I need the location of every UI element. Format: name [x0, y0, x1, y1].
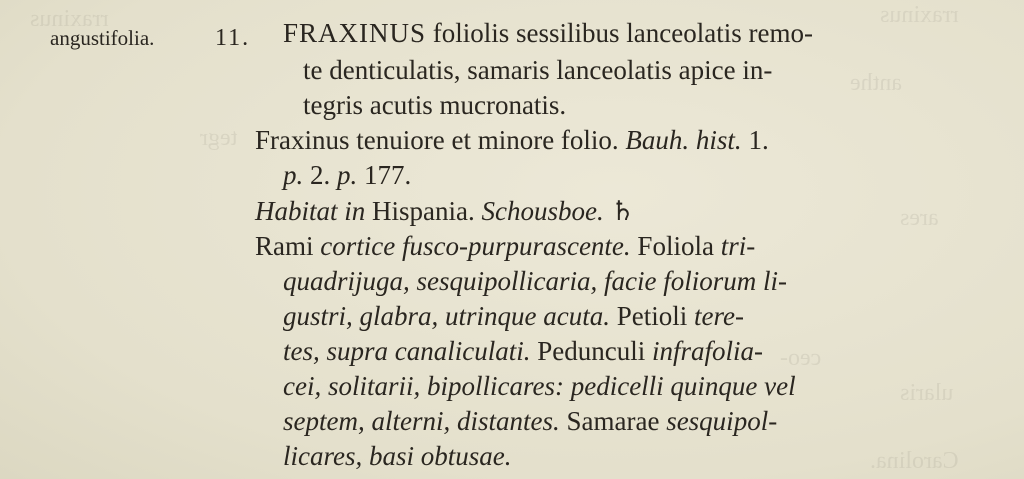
text-segment: cortice fusco-purpurascente.: [320, 231, 631, 261]
text-segment: septem, alterni, distantes.: [283, 406, 560, 436]
text-line-2: [303, 57, 772, 84]
text-segment: Foliola: [630, 231, 721, 261]
text-segment: p.: [337, 160, 358, 190]
text-segment: sesquipol-: [666, 406, 778, 436]
text-line-6: [255, 198, 635, 225]
text-line-5: [283, 162, 411, 189]
text-segment: licares, basi obtusae.: [283, 441, 512, 471]
text-segment: cei, solitarii, bipollicares: pedicelli quinque vel: [283, 371, 796, 401]
text-segment: infrafolia-: [651, 336, 763, 366]
text-segment: Habitat in: [255, 196, 366, 226]
text-segment: tes, supra canaliculati.: [283, 336, 531, 366]
text-segment: gustri, glabra, utrinque acuta.: [283, 301, 611, 331]
text-segment: 177.: [357, 160, 412, 190]
text-segment: tegris acutis mucronatis.: [303, 90, 567, 120]
text-segment: FRAXINUS: [283, 18, 427, 48]
text-line-13: [283, 443, 512, 470]
text-segment: p.: [283, 160, 304, 190]
text-line-9: [283, 303, 744, 330]
text-line-7: [255, 233, 755, 260]
text-segment: Hispania.: [365, 196, 482, 226]
text-segment: Pedunculi: [530, 336, 652, 366]
text-line-4: [255, 127, 769, 154]
text-line-8: [283, 268, 787, 295]
entry-number: 11.: [215, 25, 251, 51]
text-segment: te denticulatis, samaris lanceolatis apice in-: [303, 55, 773, 85]
text-segment: Schousboe.: [481, 196, 604, 226]
text-segment: Fraxinus tenuiore et minore folio.: [255, 125, 626, 155]
text-line-3: [303, 92, 566, 119]
text-segment: Petioli: [610, 301, 695, 331]
text-segment: Rami: [255, 231, 321, 261]
text-line-10: [283, 338, 763, 365]
text-segment: tere-: [694, 301, 744, 331]
bleed-through-text: rraxinus rraxinus anthe tegr ares ceo- ularis Carolina.: [30, 2, 959, 474]
text-line-12: [283, 408, 777, 435]
text-segment: 1.: [741, 125, 769, 155]
text-segment: Bauh. hist.: [625, 125, 742, 155]
text-segment: foliolis sessilibus lanceolatis remo-: [426, 18, 813, 48]
text-line-11: [283, 373, 796, 400]
text-segment: ♄: [603, 196, 635, 226]
text-segment: 2.: [303, 160, 337, 190]
text-segment: tri-: [720, 231, 756, 261]
text-line-1: [283, 20, 813, 47]
margin-species-label: angustifolia.: [50, 26, 155, 50]
text-segment: Samarae: [559, 406, 667, 436]
text-segment: quadrijuga, sesquipollicaria, facie foliorum li-: [283, 266, 787, 296]
